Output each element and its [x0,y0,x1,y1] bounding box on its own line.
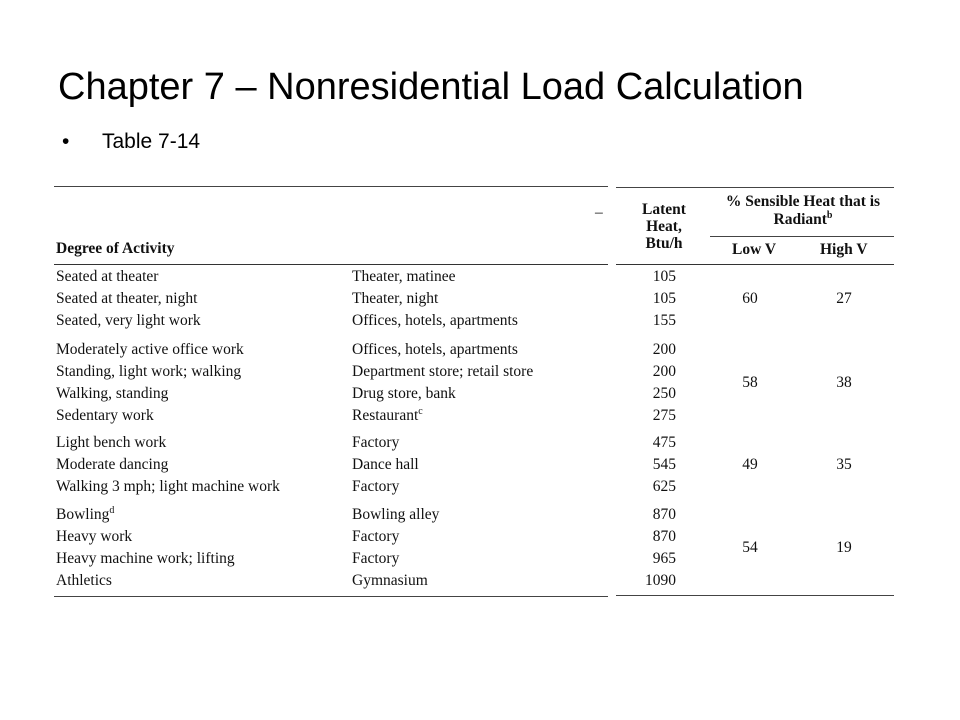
activity-cell: Heavy machine work; lifting [56,550,235,567]
latent-heat-cell: 475 [652,434,676,451]
activity-cell: Walking 3 mph; light machine work [56,478,280,495]
application-cell: Bowling alley [352,506,440,523]
latent-heat-cell: 625 [652,478,676,495]
header-latent-line2: Heat, [646,218,682,235]
activity-cell: Athletics [56,572,112,589]
activity-cell: Standing, light work; walking [56,363,242,380]
header-low-v: Low V [732,241,777,258]
table-top-rule-right [616,187,894,188]
header-dash: – [595,204,603,221]
bullet-item [62,130,200,154]
activity-cell: Sedentary work [56,407,154,424]
activity-cell: Seated, very light work [56,312,201,329]
application-cell: Dance hall [352,456,419,473]
latent-heat-cell: 1090 [645,572,676,589]
application-cell: Drug store, bank [352,385,456,402]
application-cell: Gymnasium [352,572,428,589]
header-high-v: High V [820,241,868,258]
application-cell: Factory [352,528,400,545]
header-activity: Degree of Activity [56,240,175,257]
header-bottom-rule-left [54,264,608,265]
high-v-cell: 35 [836,456,852,473]
application-cell: Theater, matinee [352,268,456,285]
latent-heat-cell: 105 [652,268,676,285]
header-latent-line1: Latent [642,201,686,218]
table-top-rule-left [54,186,608,187]
latent-heat-cell: 200 [652,363,676,380]
latent-heat-cell: 965 [652,550,676,567]
activity-cell: Heavy work [56,528,133,545]
application-cell: Theater, night [352,290,439,307]
low-v-cell: 60 [742,290,758,307]
activity-cell: Moderate dancing [56,456,169,473]
header-sensible [708,193,898,229]
low-v-cell: 49 [742,456,758,473]
latent-heat-cell: 870 [652,528,676,545]
bullet-dot: • [62,130,70,153]
activity-cell: Light bench work [56,434,167,451]
low-v-cell: 54 [742,539,758,556]
latent-heat-cell: 870 [652,506,676,523]
application-cell: Offices, hotels, apartments [352,312,518,329]
latent-heat-cell: 275 [652,407,676,424]
latent-heat-cell: 545 [652,456,676,473]
activity-cell: Seated at theater [56,268,159,285]
latent-heat-cell: 250 [652,385,676,402]
high-v-cell: 19 [836,539,852,556]
activity-cell: Seated at theater, night [56,290,198,307]
table-bottom-rule-left [54,596,608,597]
application-cell: Department store; retail store [352,363,534,380]
latent-heat-cell: 105 [652,290,676,307]
activity-cell: Bowling$^d$ [56,505,115,523]
high-v-cell: 27 [836,290,852,307]
high-v-cell: 38 [836,374,852,391]
latent-heat-cell: 200 [652,341,676,358]
application-cell: Restaurant$^c$ [352,406,423,424]
header-latent-line3: Btu/h [645,235,683,252]
low-v-cell: 58 [742,374,758,391]
activity-cell: Moderately active office work [56,341,244,358]
table-bottom-rule-right [616,595,894,596]
activity-cell: Walking, standing [56,385,169,402]
header-bottom-rule-right [616,264,894,265]
application-cell: Factory [352,478,400,495]
slide-title: Chapter 7 – Nonresidential Load Calculation [58,66,804,108]
header-sensible-line1: % Sensible Heat that is [725,193,881,210]
application-cell: Factory [352,434,400,451]
header-sensible-line2: Radiant$^b$ [773,210,833,228]
header-latent [626,201,702,252]
sensible-header-rule [710,236,894,237]
application-cell: Factory [352,550,400,567]
application-cell: Offices, hotels, apartments [352,341,518,358]
bullet-text: Table 7-14 [102,130,201,153]
latent-heat-cell: 155 [652,312,676,329]
